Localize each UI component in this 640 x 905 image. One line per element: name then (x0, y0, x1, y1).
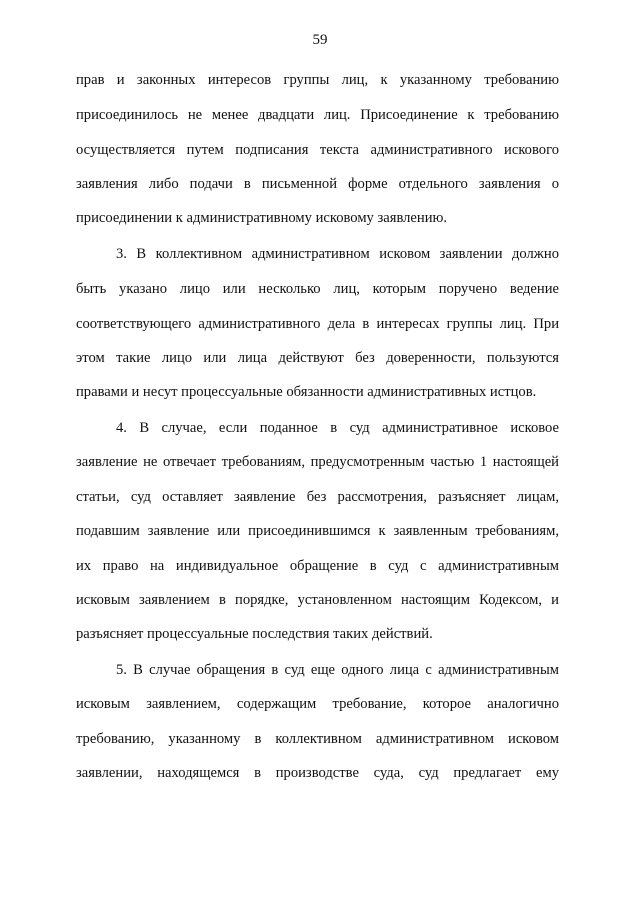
text-line: 3. В коллективном административном исковом заявлении должно (116, 246, 559, 262)
text-line: осуществляется путем подписания текста административного искового (76, 142, 559, 158)
page-number: 59 (312, 32, 328, 48)
text-line: заявление не отвечает требованиям, предусмотренным частью 1 настоящей (76, 454, 559, 470)
text-line: соответствующего административного дела в интересах группы лиц. При (76, 316, 559, 332)
text-line: статьи, суд оставляет заявление без рассмотрения, разъясняет лицам, (76, 489, 559, 505)
text-line: прав и законных интересов группы лиц, к указанному требованию (76, 72, 559, 88)
text-line: заявлении, находящемся в производстве суда, суд предлагает ему (76, 765, 559, 781)
text-line: исковым заявлением в порядке, установленном настоящим Кодексом, и (76, 592, 559, 608)
text-line: требованию, указанному в коллективном административном исковом (76, 731, 559, 747)
text-line: этом такие лицо или лица действуют без доверенности, пользуются (76, 350, 559, 366)
text-line: заявления либо подачи в письменной форме отдельного заявления о (76, 176, 559, 192)
text-line: правами и несут процессуальные обязанности административных истцов. (76, 384, 537, 400)
text-line: подавшим заявление или присоединившимся к заявленным требованиям, (76, 523, 559, 539)
text-line: 5. В случае обращения в суд еще одного лица с административным (116, 662, 559, 678)
text-line: присоединилось не менее двадцати лиц. Присоединение к требованию (76, 107, 559, 123)
text-line: их право на индивидуальное обращение в суд с административным (76, 558, 559, 574)
text-line: исковым заявлением, содержащим требование, которое аналогично (76, 696, 559, 712)
text-line: быть указано лицо или несколько лиц, которым поручено ведение (76, 281, 559, 297)
text-line: присоединении к административному исковому заявлению. (76, 210, 448, 226)
text-line: разъясняет процессуальные последствия таких действий. (76, 626, 433, 642)
text-line: 4. В случае, если поданное в суд административное исковое (116, 420, 559, 436)
